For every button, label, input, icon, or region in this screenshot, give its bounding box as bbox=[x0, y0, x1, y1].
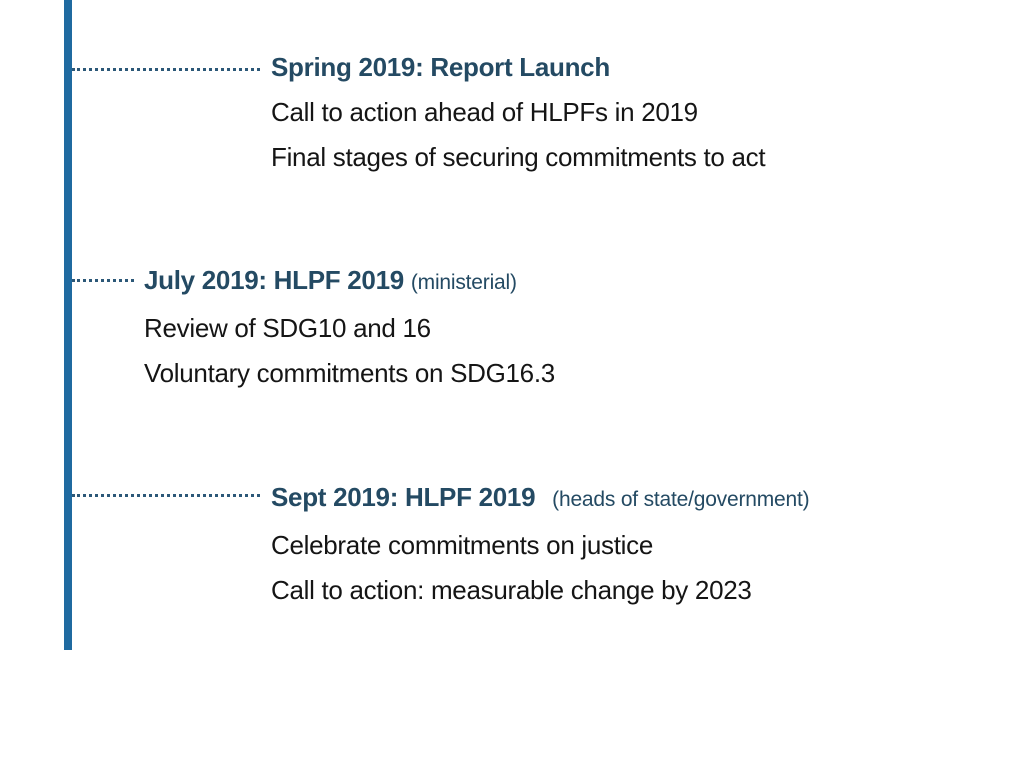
event-title-text: Sept 2019: HLPF 2019 bbox=[271, 482, 536, 512]
timeline-connector-2 bbox=[72, 279, 134, 282]
timeline-event-sept-2019 bbox=[271, 482, 809, 605]
event-title bbox=[271, 482, 809, 515]
event-detail-line: Celebrate commitments on justice bbox=[271, 530, 653, 560]
event-detail-line: Call to action ahead of HLPFs in 2019 bbox=[271, 97, 698, 127]
event-title-note: (ministerial) bbox=[410, 271, 517, 294]
timeline-bar bbox=[64, 0, 72, 650]
timeline-event-spring-2019 bbox=[271, 52, 765, 172]
event-title bbox=[144, 265, 555, 298]
event-title bbox=[271, 52, 765, 82]
event-detail-line: Review of SDG10 and 16 bbox=[144, 313, 431, 343]
timeline-connector-1 bbox=[72, 68, 260, 71]
event-title-text: July 2019: HLPF 2019 bbox=[144, 265, 404, 295]
event-title-note: (heads of state/government) bbox=[552, 488, 810, 511]
event-detail-line: Voluntary commitments on SDG16.3 bbox=[144, 358, 555, 388]
event-detail-line: Call to action: measurable change by 2023 bbox=[271, 575, 752, 605]
timeline-event-july-2019 bbox=[144, 265, 555, 388]
event-detail-line: Final stages of securing commitments to act bbox=[271, 142, 766, 172]
event-title-text: Spring 2019: Report Launch bbox=[271, 52, 610, 82]
timeline-connector-3 bbox=[72, 494, 260, 497]
